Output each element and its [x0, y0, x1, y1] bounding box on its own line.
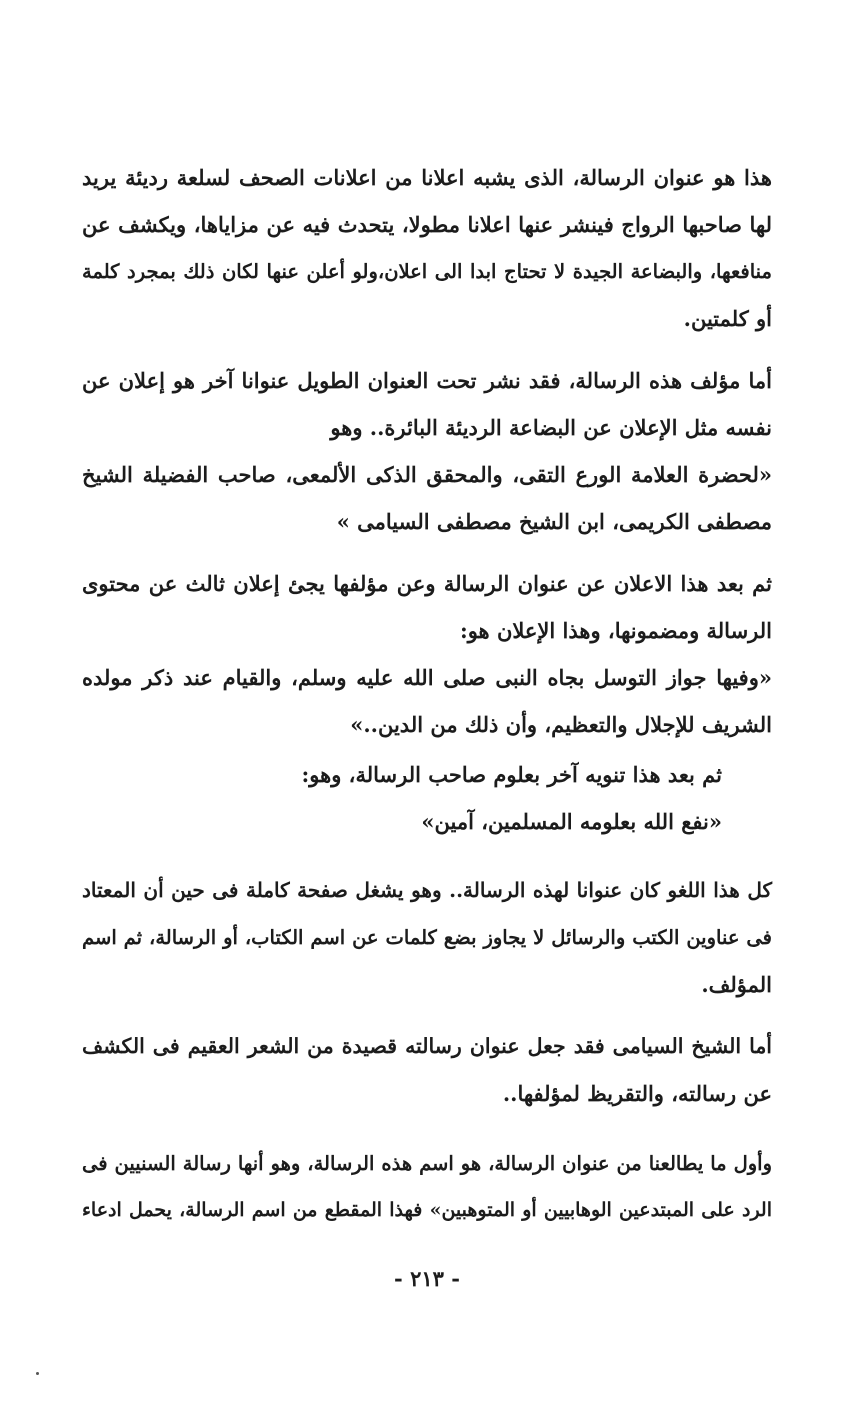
text-line: «لحضرة العلامة الورع التقى، والمحقق الذكى الألمعى، صاحب الفضيلة الشيخ [82, 462, 772, 487]
paragraph-6 [82, 1023, 772, 1117]
paragraph-4 [82, 751, 772, 845]
text-line: نفسه مثل الإعلان عن البضاعة الرديئة البائرة.. وهو [330, 415, 772, 440]
text-line: المؤلف. [701, 972, 772, 997]
text-line: كل هذا اللغو كان عنوانا لهذه الرسالة.. وهو يشغل صفحة كاملة فى حين أن المعتاد [82, 878, 772, 902]
text-line: مصطفى الكريمى، ابن الشيخ مصطفى السيامى » [336, 509, 772, 534]
text-line: هذا هو عنوان الرسالة، الذى يشبه اعلانا من اعلانات الصحف لسلعة رديئة يريد [82, 165, 772, 190]
paragraph-1 [82, 154, 772, 342]
text-line: «وفيها جواز التوسل بجاه النبى صلى الله عليه وسلم، والقيام عند ذكر مولده [82, 665, 772, 690]
text-line: لها صاحبها الرواج فينشر عنها اعلانا مطولا، يتحدث فيه عن مزاياها، ويكشف عن [82, 212, 772, 237]
text-line: عن رسالته، والتقريظ لمؤلفها.. [502, 1081, 772, 1106]
text-line: أما مؤلف هذه الرسالة، فقد نشر تحت العنوان الطويل عنوانا آخر هو إعلان عن [82, 368, 772, 393]
text-line: الرد على المبتدعين الوهابيين أو المتوهبين» فهذا المقطع من اسم الرسالة، يحمل ادعاء [82, 1199, 772, 1221]
paragraph-3 [82, 560, 772, 748]
text-line: «نفع الله بعلومه المسلمين، آمين» [421, 809, 722, 834]
text-line: أو كلمتين. [683, 306, 772, 331]
document-page [82, 0, 772, 1422]
text-line: منافعها، والبضاعة الجيدة لا تحتاج ابدا الى اعلان،ولو أعلن عنها لكان ذلك بمجرد كلمة [82, 260, 772, 283]
text-line: أما الشيخ السيامى فقد جعل عنوان رسالته قصيدة من الشعر العقيم فى الكشف [82, 1034, 772, 1058]
text-line: ثم بعد هذا الاعلان عن عنوان الرسالة وعن مؤلفها يجئ إعلان ثالث عن محتوى [82, 571, 772, 596]
paragraph-2 [82, 357, 772, 545]
text-line: فى عناوين الكتب والرسائل لا يجاوز بضع كلمات عن اسم الكتاب، أو الرسالة، ثم اسم [82, 926, 772, 949]
text-line: ثم بعد هذا تنويه آخر بعلوم صاحب الرسالة، وهو: [301, 762, 722, 787]
text-line: الرسالة ومضمونها، وهذا الإعلان هو: [459, 618, 772, 643]
scan-speck [36, 1372, 39, 1375]
page-number: - ٢١٣ - [394, 1266, 460, 1291]
text-line: الشريف للإجلال والتعظيم، وأن ذلك من الدين..» [350, 712, 772, 737]
paragraph-5 [82, 867, 772, 1008]
paragraph-7 [82, 1140, 772, 1234]
text-line: وأول ما يطالعنا من عنوان الرسالة، هو اسم هذه الرسالة، وهو أنها رسالة السنيين فى [82, 1152, 772, 1175]
